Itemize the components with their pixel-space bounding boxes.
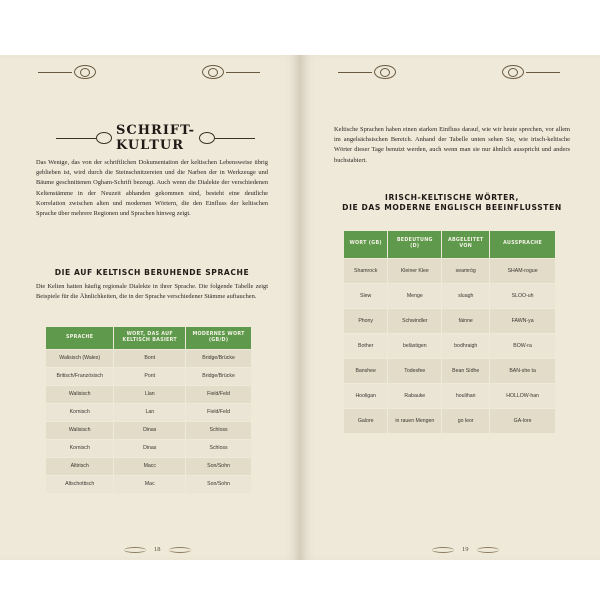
table-row	[46, 403, 252, 421]
table-cell: go leor	[442, 408, 490, 433]
intro-paragraph: Das Wenige, das von der schriftlichen Dokumentation der keltischen Lebensweise übrig geblieben ist, wird durch die Steinschnitzereien und die Narben der in Werkzeuge und Bäume geschnittenen Ogham-Schrift bezeugt. Auch wenn die Dialekte der verschiedenen Keltenstämme in der Neuzeit abhanden gekommen sind, besteht eine deutliche Korrelation zwischen alten und modernen Wörtern, die den Einfluss der keltischen Sprache über mehrere Regionen und Sprachen hinweg zeigt.	[36, 159, 268, 218]
table-cell: sluagh	[442, 283, 490, 308]
corner-ornament-icon	[200, 63, 260, 81]
ornament-icon	[432, 547, 454, 553]
table-cell: Kleiner Klee	[388, 258, 442, 283]
table-row	[344, 258, 556, 283]
table-cell: Field/Feld	[186, 385, 252, 403]
table-cell: Bother	[344, 333, 388, 358]
table-cell: Schwindler	[388, 308, 442, 333]
section-heading: DIE AUF KELTISCH BERUHENDE SPRACHE	[54, 268, 250, 277]
table-cell: Walisisch (Wales)	[46, 349, 114, 367]
table-header-row	[46, 327, 252, 349]
left-page	[0, 55, 300, 560]
table-cell: BAN-she ta	[490, 358, 556, 383]
table-cell: Son/Sohn	[186, 457, 252, 475]
ornament-icon	[169, 547, 191, 553]
celtic-words-table	[46, 327, 252, 493]
table-row	[46, 349, 252, 367]
table-cell: Field/Feld	[186, 403, 252, 421]
table-cell: Bont	[114, 349, 186, 367]
column-header: BEDEUTUNG (D)	[388, 231, 442, 258]
table-row	[46, 421, 252, 439]
table-cell: Son/Sohn	[186, 475, 252, 493]
book-spread	[0, 55, 600, 560]
table-cell: Rabauke	[388, 383, 442, 408]
table-cell: Mac	[114, 475, 186, 493]
corner-ornament-icon	[500, 63, 560, 81]
title-block	[56, 123, 256, 153]
corner-ornament-icon	[338, 63, 398, 81]
page-title: SCHRIFT- KULTUR	[116, 123, 196, 153]
table-cell: SLOO-uh	[490, 283, 556, 308]
section-paragraph: Die Kelten hatten häufig regionale Dialekte in ihrer Sprache. Die folgende Tabelle zeigt Beispiele für die Ähnlichkeiten, die in der Sprache verschiedener Stämme auftauchen.	[36, 283, 268, 301]
table-cell: GA-lore	[490, 408, 556, 433]
table-row	[46, 439, 252, 457]
table-cell: Kornisch	[46, 439, 114, 457]
table-cell: Hooligan	[344, 383, 388, 408]
corner-ornament-icon	[38, 63, 98, 81]
table-cell: Banshee	[344, 358, 388, 383]
table-row	[344, 358, 556, 383]
table-cell: Walisisch	[46, 421, 114, 439]
intro-paragraph: Keltische Sprachen haben einen starken Einfluss darauf, wie wir heute sprechen, vor allem im angelsächsischen Bereich. Anhand der Tabelle unten sehen Sie, wie irisch-keltische Wörter dieser Tage benutzt werden, auch wenn man sie nur ähnlich ausspricht und anders buchstabiert.	[334, 126, 570, 164]
table-cell: Bridge/Brücke	[186, 367, 252, 385]
table-row	[46, 475, 252, 493]
table-row	[46, 367, 252, 385]
table-cell: Pont	[114, 367, 186, 385]
table-row	[344, 283, 556, 308]
page-number-footer	[424, 546, 507, 553]
table-cell: bodhraigh	[442, 333, 490, 358]
ornament-icon	[124, 547, 146, 553]
table-cell: Schloss	[186, 421, 252, 439]
column-header: MODERNES WORT (GB/D)	[186, 327, 252, 349]
table-cell: Todesfee	[388, 358, 442, 383]
title-rule	[56, 138, 96, 139]
table-cell: BOW-ra	[490, 333, 556, 358]
table-cell: Dinas	[114, 439, 186, 457]
table-cell: Menge	[388, 283, 442, 308]
page-number: 18	[154, 546, 161, 553]
table-cell: Galore	[344, 408, 388, 433]
column-header: AUSSPRACHE	[490, 231, 556, 258]
table-row	[344, 308, 556, 333]
table-cell: Bridge/Brücke	[186, 349, 252, 367]
column-header: ABGELEITET VON	[442, 231, 490, 258]
table-row	[344, 383, 556, 408]
table-cell: houlihan	[442, 383, 490, 408]
table-cell: fáinne	[442, 308, 490, 333]
table-cell: Altschottisch	[46, 475, 114, 493]
title-rule	[215, 138, 255, 139]
table-cell: Lan	[114, 403, 186, 421]
table-cell: SHAM-rogue	[490, 258, 556, 283]
column-header: SPRACHE	[46, 327, 114, 349]
celtic-knot-icon	[199, 132, 215, 144]
table-cell: in rauen Mengen	[388, 408, 442, 433]
table-row	[46, 457, 252, 475]
table-cell: HOLLOW-han	[490, 383, 556, 408]
section-heading: IRISCH-KELTISCHE WÖRTER, DIE DAS MODERNE ENGLISCH BEEINFLUSSTEN	[342, 193, 562, 212]
table-cell: Dinas	[114, 421, 186, 439]
table-cell: belästigen	[388, 333, 442, 358]
page-number: 19	[462, 546, 469, 553]
table-cell: Walisisch	[46, 385, 114, 403]
table-cell: Shamrock	[344, 258, 388, 283]
ornament-icon	[477, 547, 499, 553]
table-cell: Schloss	[186, 439, 252, 457]
table-cell: Slew	[344, 283, 388, 308]
celtic-knot-icon	[96, 132, 112, 144]
page-number-footer	[116, 546, 199, 553]
column-header: WORT (GB)	[344, 231, 388, 258]
table-row	[344, 333, 556, 358]
table-cell: Altirisch	[46, 457, 114, 475]
table-cell: FAWN-ya	[490, 308, 556, 333]
right-page	[300, 55, 600, 560]
table-header-row	[344, 231, 556, 258]
table-row	[344, 408, 556, 433]
column-header: WORT, DAS AUF KELTISCH BASIERT	[114, 327, 186, 349]
table-cell: Kornisch	[46, 403, 114, 421]
table-cell: Phony	[344, 308, 388, 333]
table-row	[46, 385, 252, 403]
table-cell: Britisch/Französisch	[46, 367, 114, 385]
table-cell: Macc	[114, 457, 186, 475]
irish-words-table	[344, 231, 556, 433]
table-cell: Bean Sídhe	[442, 358, 490, 383]
table-cell: Llan	[114, 385, 186, 403]
table-cell: seamróg	[442, 258, 490, 283]
